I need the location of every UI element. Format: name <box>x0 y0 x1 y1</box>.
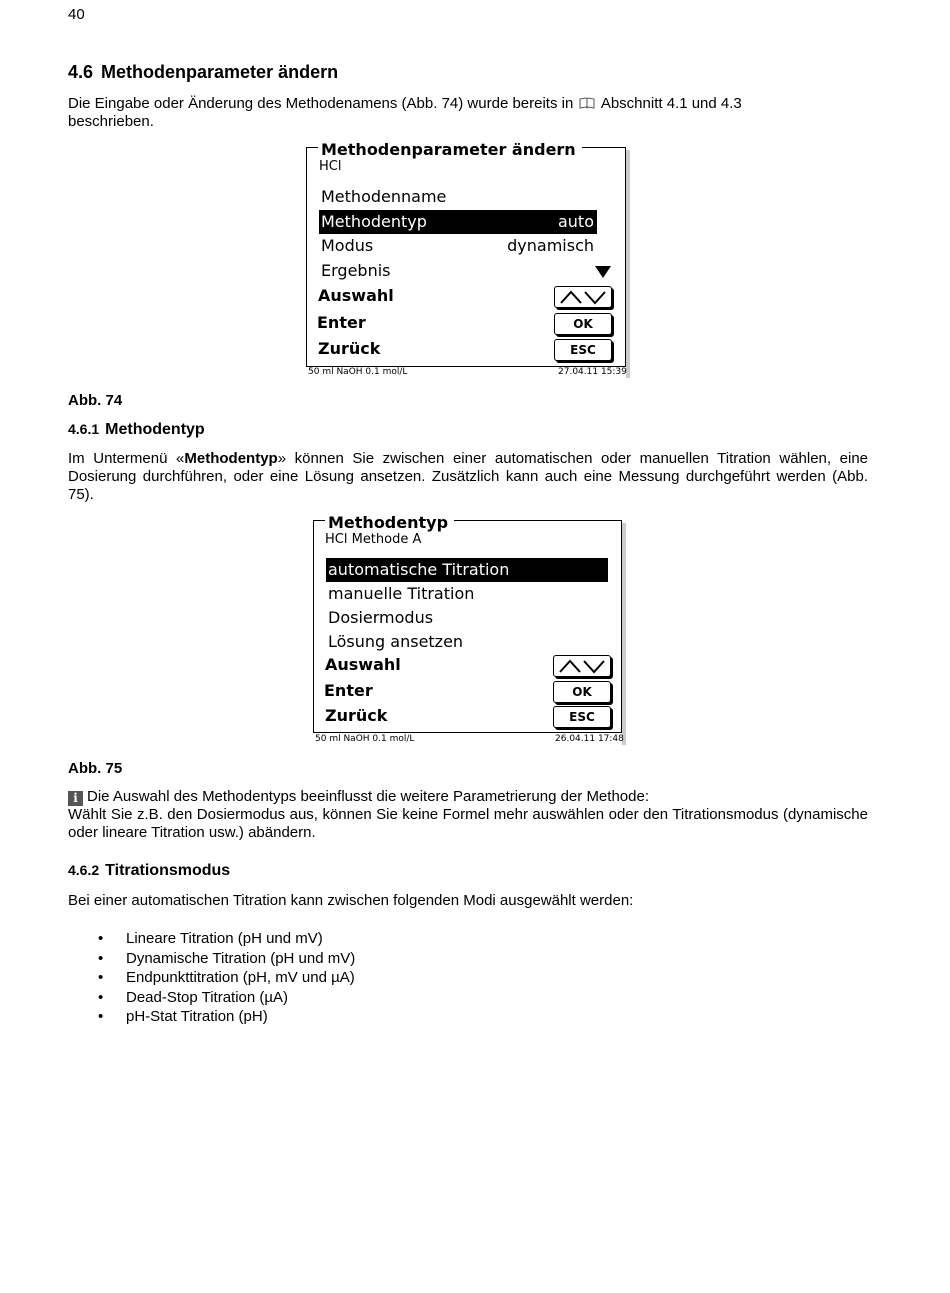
figure-caption-75: Abb. 75 <box>68 760 123 777</box>
key-label-auswahl: Auswahl <box>318 286 394 305</box>
bullet: • <box>98 988 104 1006</box>
subsection-number: 4.6.2 <box>68 862 100 878</box>
key-label-zurueck: Zurück <box>325 706 388 725</box>
section-title: Methodenparameter ändern <box>101 62 339 82</box>
key-label-enter: Enter <box>317 313 366 332</box>
key-label-auswahl: Auswahl <box>325 655 401 674</box>
up-down-arrow-button[interactable] <box>554 286 612 308</box>
bullet: • <box>98 949 104 967</box>
scroll-down-arrow-icon <box>595 266 611 278</box>
menu-item-label: Modus <box>321 236 374 255</box>
menu-item-label: Methodentyp <box>321 212 427 231</box>
info-icon: i <box>68 791 83 806</box>
note-line-1: Die Auswahl des Methodentyps beeinflusst die weitere Parametrierung der Methode: <box>87 788 649 805</box>
bullet: • <box>98 1008 104 1025</box>
menu-item-loesung-ansetzen[interactable]: Lösung ansetzen <box>328 632 464 651</box>
figure-caption-74: Abb. 74 <box>68 392 123 409</box>
list-item-text: pH-Stat Titration (pH) <box>126 1008 268 1025</box>
list-item-text: Dynamische Titration (pH und mV) <box>126 949 356 967</box>
subsection-title: Methodentyp <box>105 421 205 438</box>
menu-item-modus[interactable] <box>319 234 597 258</box>
menu-item-label: Ergebnis <box>321 261 391 280</box>
screen-subtitle: HCl <box>319 159 342 174</box>
intro-text: Die Eingabe oder Änderung des Methodenamens (Abb. 74) wurde bereits in <box>68 95 574 112</box>
bullet: • <box>98 969 104 986</box>
menu-item-automatische-titration[interactable]: automatische Titration <box>326 558 608 582</box>
menu-item-manuelle-titration[interactable]: manuelle Titration <box>328 584 475 603</box>
menu-item-value: dynamisch <box>507 236 594 255</box>
device-screen-methodentyp <box>311 513 627 748</box>
up-down-arrows-icon <box>557 288 609 306</box>
menu-item-dosiermodus[interactable]: Dosiermodus <box>328 608 434 627</box>
screen-subtitle: HCl Methode A <box>325 532 422 547</box>
status-left: 50 ml NaOH 0.1 mol/L <box>315 734 415 744</box>
subsection-heading-titrationsmodus <box>68 862 230 880</box>
list-item-text: Lineare Titration (pH und mV) <box>126 930 323 947</box>
ok-button[interactable]: OK <box>553 681 611 703</box>
intro-text-end: beschrieben. <box>68 113 154 130</box>
page-number: 40 <box>68 6 85 23</box>
intro-reference: Abschnitt 4.1 und 4.3 <box>600 95 742 112</box>
status-right: 27.04.11 15:39 <box>558 367 627 377</box>
intro-paragraph <box>68 95 868 131</box>
screen-title: Methodenparameter ändern <box>318 141 582 159</box>
paragraph-text: Im Untermenü « <box>68 450 185 467</box>
list-item-text: Endpunkttitration (pH, mV und µA) <box>126 969 355 986</box>
device-screen-method-parameters <box>304 140 632 381</box>
key-label-zurueck: Zurück <box>318 339 381 358</box>
section-heading <box>68 62 338 83</box>
menu-item-ergebnis[interactable] <box>319 259 597 283</box>
paragraph-bold-term: Methodentyp <box>184 450 278 467</box>
list-item <box>68 929 355 949</box>
titrationsmodus-paragraph: Bei einer automatischen Titration kann zwischen folgenden Modi ausgewählt werden: <box>68 892 634 909</box>
list-item <box>68 988 355 1008</box>
status-right: 26.04.11 17:48 <box>555 734 624 744</box>
up-down-arrow-button[interactable] <box>553 655 611 677</box>
list-item <box>68 1007 355 1027</box>
menu-item-label: Methodenname <box>321 187 447 206</box>
titration-mode-list <box>68 929 355 1027</box>
section-number: 4.6 <box>68 62 94 82</box>
note-paragraph <box>68 788 868 842</box>
subsection-number: 4.6.1 <box>68 421 100 437</box>
ok-button[interactable]: OK <box>554 313 612 335</box>
esc-button[interactable]: ESC <box>554 339 612 361</box>
esc-button[interactable]: ESC <box>553 706 611 728</box>
book-icon <box>579 97 595 109</box>
paragraph-text: » können Sie zwischen einer automatischen oder manuellen Titration wählen, eine Dosierung durchführen, oder eine Lösung ansetzen. Zusätzlich kann auch eine Messung durchgeführt werden (Abb. 75). <box>68 450 868 503</box>
list-item <box>68 968 355 988</box>
note-line-2: Wählt Sie z.B. den Dosiermodus aus, können Sie keine Formel mehr auswählen oder den Titrationsmodus (dynamische oder lineare Titration usw.) abändern. <box>68 806 868 841</box>
subsection-title: Titrationsmodus <box>105 862 231 879</box>
menu-item-methodenname[interactable] <box>319 185 597 209</box>
list-item <box>68 949 355 969</box>
menu-item-value: auto <box>557 212 594 231</box>
key-label-enter: Enter <box>324 681 373 700</box>
menu-item-methodentyp[interactable] <box>319 210 597 234</box>
subsection-heading-methodentyp <box>68 421 205 439</box>
status-left: 50 ml NaOH 0.1 mol/L <box>308 367 408 377</box>
list-item-text: Dead-Stop Titration (µA) <box>126 988 289 1006</box>
methodentyp-paragraph <box>68 450 868 504</box>
up-down-arrows-icon <box>556 657 608 675</box>
bullet: • <box>98 930 104 947</box>
screen-title: Methodentyp <box>325 514 454 532</box>
